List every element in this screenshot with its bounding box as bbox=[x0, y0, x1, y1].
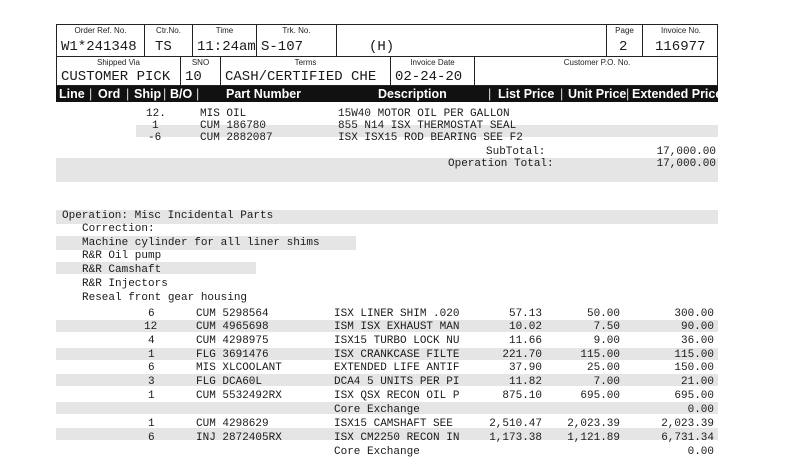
page-label: Page bbox=[615, 26, 634, 35]
item-qty: 6 bbox=[148, 432, 155, 444]
item-list-price: 1,173.38 bbox=[489, 432, 542, 444]
invoice-cell bbox=[643, 25, 719, 57]
item-list-price: 2,510.47 bbox=[489, 418, 542, 430]
col-ship: Ship bbox=[134, 87, 162, 101]
item-qty: 1 bbox=[148, 390, 155, 402]
item-list-price: 57.13 bbox=[508, 308, 542, 320]
top-item-part: CUM 2882087 bbox=[200, 132, 273, 144]
invoice-label: Invoice No. bbox=[660, 26, 702, 35]
order-ref-label: Order Ref. No. bbox=[74, 26, 127, 35]
item-extended-price: 0.00 bbox=[687, 446, 714, 458]
item-extended-price: 36.00 bbox=[680, 335, 714, 347]
subtotal-value: 17,000.00 bbox=[656, 146, 716, 158]
time-label: Time bbox=[215, 26, 234, 35]
item-list-price: 11.82 bbox=[508, 376, 542, 388]
item-unit-price: 7.50 bbox=[593, 321, 620, 333]
item-desc: ISX CRANKCASE FILTE bbox=[334, 349, 460, 361]
item-unit-price: 695.00 bbox=[580, 390, 620, 402]
col-extended-price: Extended Price bbox=[632, 87, 723, 101]
col-description: Description bbox=[378, 87, 447, 101]
invoice-date-value: 02-24-20 bbox=[395, 69, 463, 85]
item-desc: Core Exchange bbox=[334, 446, 420, 458]
item-desc: ISM ISX EXHAUST MAN bbox=[334, 321, 460, 333]
item-extended-price: 90.00 bbox=[680, 321, 714, 333]
item-extended-price: 2,023.39 bbox=[661, 418, 714, 430]
subtotal-label: SubTotal: bbox=[486, 146, 546, 158]
invoice-sheet bbox=[56, 24, 723, 466]
top-item-qty: 1 bbox=[152, 120, 159, 132]
item-part: CUM 4965698 bbox=[196, 321, 269, 333]
item-qty: 1 bbox=[148, 418, 155, 430]
top-item-desc: 855 N14 ISX THERMOSTAT SEAL bbox=[338, 120, 517, 132]
h-flag-cell bbox=[337, 25, 607, 57]
col-part-number: Part Number bbox=[226, 87, 302, 101]
col-ord: Ord bbox=[98, 87, 121, 101]
invoice-value: 116977 bbox=[655, 39, 706, 55]
item-part: MIS XLCOOLANT bbox=[196, 362, 282, 374]
item-desc: DCA4 5 UNITS PER PI bbox=[334, 376, 460, 388]
item-part: CUM 4298629 bbox=[196, 418, 269, 430]
top-item-qty: -6 bbox=[148, 132, 162, 144]
operation-line: Machine cylinder for all liner shims bbox=[82, 237, 320, 249]
col-line: Line bbox=[59, 87, 85, 101]
item-unit-price: 9.00 bbox=[593, 335, 620, 347]
operation-line: R&R Injectors bbox=[82, 278, 168, 290]
item-desc: ISX15 TURBO LOCK NU bbox=[334, 335, 460, 347]
item-desc: EXTENDED LIFE ANTIF bbox=[334, 362, 460, 374]
ctr-value: TS bbox=[155, 39, 172, 55]
item-part: CUM 4298975 bbox=[196, 335, 269, 347]
h-flag-value: (H) bbox=[369, 39, 395, 55]
item-qty: 3 bbox=[148, 376, 155, 388]
col-bo: B/O bbox=[170, 87, 193, 101]
shipped-label: Shipped Via bbox=[97, 58, 140, 67]
item-extended-price: 115.00 bbox=[674, 349, 714, 361]
terms-cell bbox=[221, 57, 391, 87]
operation-title: Operation: Misc Incidental Parts bbox=[62, 210, 274, 222]
item-list-price: 875.10 bbox=[502, 390, 542, 402]
time-cell bbox=[193, 25, 257, 57]
ctr-label: Ctr.No. bbox=[156, 26, 181, 35]
column-header-bar: Line | Ord | Ship | B/O | Part Number Description | List Price | Unit Price | Extended Price bbox=[56, 86, 718, 102]
item-part: FLG DCA60L bbox=[196, 376, 263, 388]
operation-line: R&R Oil pump bbox=[82, 250, 162, 262]
item-desc: ISX QSX RECON OIL P bbox=[334, 390, 460, 402]
item-unit-price: 50.00 bbox=[586, 308, 620, 320]
item-qty: 4 bbox=[148, 335, 155, 347]
po-label: Customer P.O. No. bbox=[563, 58, 631, 67]
item-unit-price: 2,023.39 bbox=[567, 418, 620, 430]
sno-value: 10 bbox=[185, 69, 202, 85]
trk-label: Trk. No. bbox=[282, 26, 311, 35]
item-list-price: 11.66 bbox=[508, 335, 542, 347]
page-value: 2 bbox=[619, 39, 628, 55]
item-extended-price: 300.00 bbox=[674, 308, 714, 320]
terms-value: CASH/CERTIFIED CHE bbox=[225, 69, 377, 85]
item-list-price: 37.90 bbox=[508, 362, 542, 374]
item-list-price: 10.02 bbox=[508, 321, 542, 333]
sno-cell bbox=[181, 57, 221, 87]
time-value: 11:24am bbox=[197, 39, 256, 55]
trk-cell bbox=[257, 25, 337, 57]
item-qty: 12 bbox=[144, 321, 158, 333]
item-extended-price: 695.00 bbox=[674, 390, 714, 402]
item-part: CUM 5298564 bbox=[196, 308, 269, 320]
invoice-date-cell bbox=[391, 57, 475, 87]
top-item-desc: ISX ISX15 ROD BEARING SEE F2 bbox=[338, 132, 523, 144]
terms-label: Terms bbox=[294, 58, 317, 67]
shipped-cell bbox=[57, 57, 181, 87]
col-unit-price: Unit Price bbox=[568, 87, 627, 101]
item-extended-price: 150.00 bbox=[674, 362, 714, 374]
shipped-value: CUSTOMER PICK bbox=[61, 69, 171, 85]
operation-line: R&R Camshaft bbox=[82, 264, 162, 276]
sno-label: SNO bbox=[191, 58, 210, 67]
operation-total-label: Operation Total: bbox=[448, 158, 554, 170]
item-desc: ISX15 CAMSHAFT SEE bbox=[334, 418, 453, 430]
col-list-price: List Price bbox=[498, 87, 555, 101]
trk-value: S-107 bbox=[261, 39, 304, 55]
top-item-desc: 15W40 MOTOR OIL PER GALLON bbox=[338, 108, 510, 120]
item-qty: 6 bbox=[148, 308, 155, 320]
page-cell bbox=[607, 25, 643, 57]
item-part: FLG 3691476 bbox=[196, 349, 269, 361]
item-qty: 1 bbox=[148, 349, 155, 361]
item-unit-price: 25.00 bbox=[586, 362, 620, 374]
operation-total-value: 17,000.00 bbox=[656, 158, 716, 170]
ctr-cell bbox=[145, 25, 193, 57]
item-extended-price: 6,731.34 bbox=[661, 432, 714, 444]
order-ref-value: W1*241348 bbox=[61, 39, 137, 55]
item-extended-price: 0.00 bbox=[687, 404, 714, 416]
top-item-part: CUM 186780 bbox=[200, 120, 267, 132]
po-cell bbox=[475, 57, 719, 87]
item-desc: Core Exchange bbox=[334, 404, 420, 416]
item-unit-price: 1,121.89 bbox=[567, 432, 620, 444]
item-unit-price: 115.00 bbox=[580, 349, 620, 361]
invoice-date-label: Invoice Date bbox=[410, 58, 455, 67]
item-desc: ISX LINER SHIM .020 bbox=[334, 308, 460, 320]
order-ref-cell bbox=[57, 25, 145, 57]
invoice-header bbox=[56, 24, 718, 86]
item-desc: ISX CM2250 RECON IN bbox=[334, 432, 460, 444]
item-qty: 6 bbox=[148, 362, 155, 374]
item-list-price: 221.70 bbox=[502, 349, 542, 361]
top-item-qty: 12. bbox=[146, 108, 166, 120]
item-extended-price: 21.00 bbox=[680, 376, 714, 388]
correction-label: Correction: bbox=[82, 223, 155, 235]
item-part: INJ 2872405RX bbox=[196, 432, 282, 444]
top-item-part: MIS OIL bbox=[200, 108, 247, 120]
operation-line: Reseal front gear housing bbox=[82, 292, 248, 304]
item-part: CUM 5532492RX bbox=[196, 390, 282, 402]
item-unit-price: 7.00 bbox=[593, 376, 620, 388]
